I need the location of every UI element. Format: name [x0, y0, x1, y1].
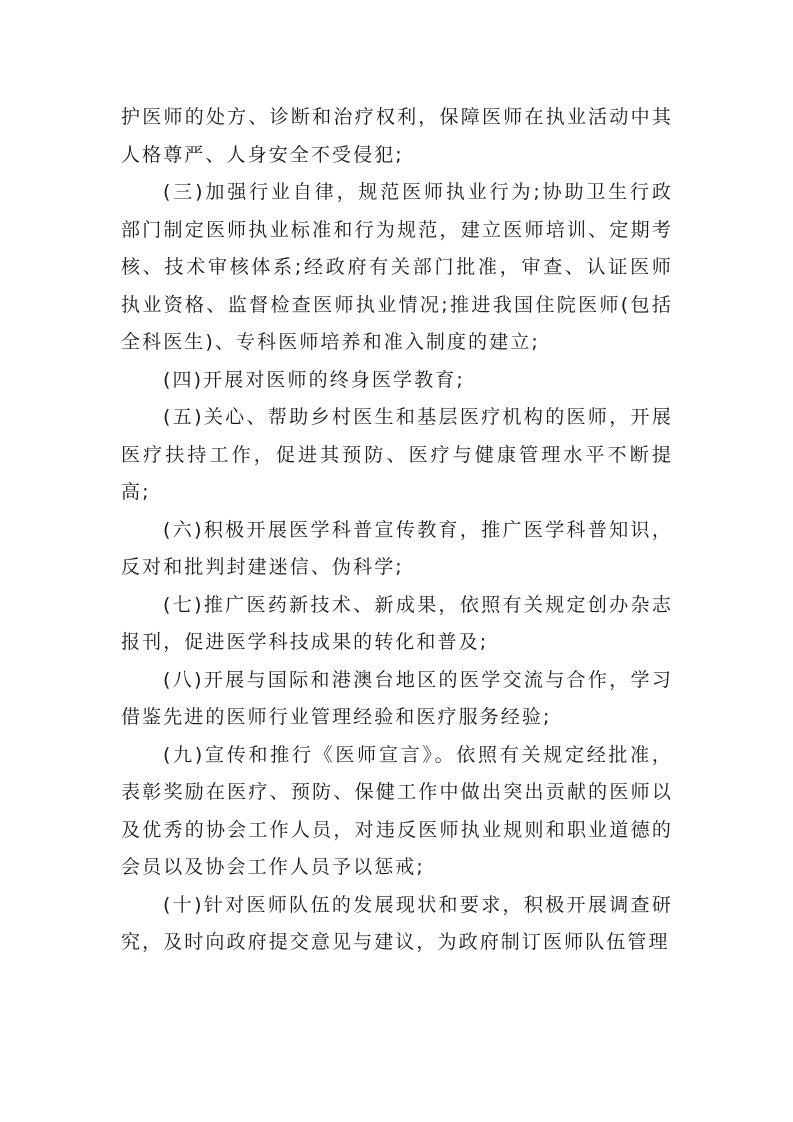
paragraph-item-10: (十)针对医师队伍的发展现状和要求，积极开展调查研究，及时向政府提交意见与建议，为政府制订医师队伍管理: [121, 893, 673, 953]
paragraph-item-8: (八)开展与国际和港澳台地区的医学交流与合作，学习借鉴先进的医师行业管理经验和医疗服务经验;: [121, 668, 673, 728]
paragraph-item-4: (四)开展对医师的终身医学教育;: [163, 368, 465, 391]
paragraph-continuation: 护医师的处方、诊断和治疗权利，保障医师在执业活动中其人格尊严、人身安全不受侵犯;: [121, 106, 673, 166]
paragraph-item-3: (三)加强行业自律，规范医师执业行为;协助卫生行政部门制定医师执业标准和行为规范，建立医师培训、定期考核、技术审核体系;经政府有关部门批准，审查、认证医师执业资格、监督检查医师执业情况;推进我国住院医师(包括全科医生)、专科医师培养和准入制度的建立;: [121, 181, 673, 353]
document-body: [121, 99, 673, 962]
paragraph-item-6: (六)积极开展医学科普宣传教育，推广医学科普知识，反对和批判封建迷信、伪科学;: [121, 518, 673, 578]
paragraph-item-5: (五)关心、帮助乡村医生和基层医疗机构的医师，开展医疗扶持工作，促进其预防、医疗与健康管理水平不断提高;: [121, 406, 673, 503]
paragraph-item-9: (九)宣传和推行《医师宣言》。依照有关规定经批准，表彰奖励在医疗、预防、保健工作中做出突出贡献的医师以及优秀的协会工作人员，对违反医师执业规则和职业道德的会员以及协会工作人员予以惩戒;: [121, 743, 673, 878]
paragraph-item-7: (七)推广医药新技术、新成果，依照有关规定创办杂志报刊，促进医学科技成果的转化和普及;: [121, 593, 673, 653]
